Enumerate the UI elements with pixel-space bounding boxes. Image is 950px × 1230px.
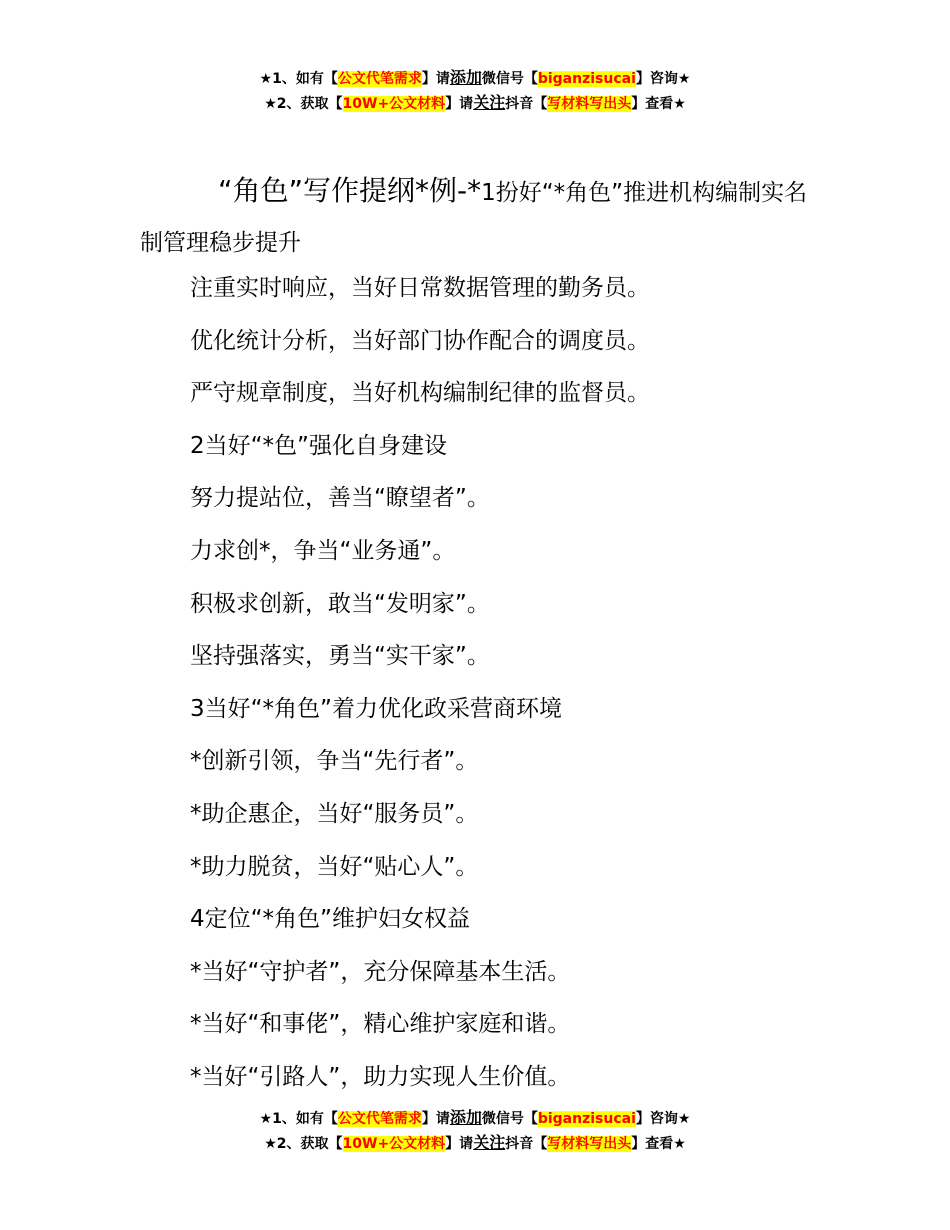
body-line: 努力提站位，善当“瞭望者”。 — [190, 485, 490, 512]
banner-line-2 — [0, 91, 950, 116]
banner-text: 抖音【 — [505, 1136, 548, 1152]
banner-text: 1、如有【 — [272, 1111, 338, 1127]
banner-text: 】请 — [445, 1136, 474, 1152]
banner-highlight: 公文代笔需求 — [337, 1111, 422, 1127]
banner-text: 】查看★ — [631, 96, 686, 112]
banner-line-1 — [0, 66, 950, 91]
body-line: *当好“守护者”，充分保障基本生活。 — [190, 958, 571, 985]
section-heading: 4定位“*角色”维护妇女权益 — [190, 906, 470, 933]
section-heading: 2当好“*色”强化自身建设 — [190, 432, 447, 459]
banner-text: 1、如有【 — [272, 71, 338, 87]
body-line: *助力脱贫，当好“贴心人”。 — [190, 853, 479, 880]
body-line: *当好“引路人”，助力实现人生价值。 — [190, 1063, 571, 1090]
banner-line-1 — [0, 1106, 950, 1131]
banner-underlined: 添加 — [449, 1108, 482, 1127]
body-line: *当好“和事佬”，精心维护家庭和谐。 — [190, 1011, 571, 1038]
body-line: 积极求创新，敢当“发明家”。 — [190, 590, 490, 617]
banner-wechat-id: biganzisucai — [537, 1111, 636, 1127]
banner-text: 】请 — [445, 96, 474, 112]
body-line: 严守规章制度，当好机构编制纪律的监督员。 — [190, 380, 650, 407]
star-icon: ★ — [264, 96, 277, 112]
star-icon: ★ — [264, 1136, 277, 1152]
document-title — [140, 166, 830, 268]
banner-douyin-id: 写材料写出头 — [547, 1136, 632, 1152]
title-section-1: 1扮好“*角色”推进机构编制实名制管理稳步提升 — [140, 180, 808, 256]
body-line: *助企惠企，当好“服务员”。 — [190, 800, 479, 827]
banner-text: 微信号【 — [481, 1111, 538, 1127]
banner-underlined: 关注 — [473, 1133, 506, 1152]
body-line: 力求创*，争当“业务通”。 — [190, 537, 456, 564]
banner-text: 】咨询★ — [635, 71, 691, 87]
banner-text: 】查看★ — [631, 1136, 686, 1152]
banner-text: 微信号【 — [481, 71, 538, 87]
banner-line-2 — [0, 1131, 950, 1156]
banner-text: 抖音【 — [505, 96, 548, 112]
footer-banner — [0, 1106, 950, 1156]
header-banner — [0, 66, 950, 116]
title-main: “角色”写作提纲*例-* — [218, 174, 482, 207]
body-line: 坚持强落实，勇当“实干家”。 — [190, 643, 490, 670]
star-icon: ★ — [259, 71, 273, 87]
banner-text: 2、获取【 — [276, 96, 343, 112]
body-line: 优化统计分析，当好部门协作配合的调度员。 — [190, 327, 650, 354]
banner-underlined: 关注 — [473, 93, 506, 112]
star-icon: ★ — [259, 1111, 273, 1127]
banner-highlight: 10W+公文材料 — [342, 1136, 446, 1152]
banner-underlined: 添加 — [449, 68, 482, 87]
banner-text: 】请 — [421, 1111, 450, 1127]
banner-douyin-id: 写材料写出头 — [547, 96, 632, 112]
document-body — [190, 265, 830, 1107]
banner-highlight: 公文代笔需求 — [337, 71, 422, 87]
banner-text: 】请 — [421, 71, 450, 87]
section-heading: 3当好“*角色”着力优化政采营商环境 — [190, 695, 562, 722]
banner-highlight: 10W+公文材料 — [342, 96, 446, 112]
body-line: *创新引领，争当“先行者”。 — [190, 748, 479, 775]
banner-text: 】咨询★ — [635, 1111, 691, 1127]
banner-text: 2、获取【 — [276, 1136, 343, 1152]
body-line: 注重实时响应，当好日常数据管理的勤务员。 — [190, 275, 650, 301]
banner-wechat-id: biganzisucai — [537, 71, 636, 87]
